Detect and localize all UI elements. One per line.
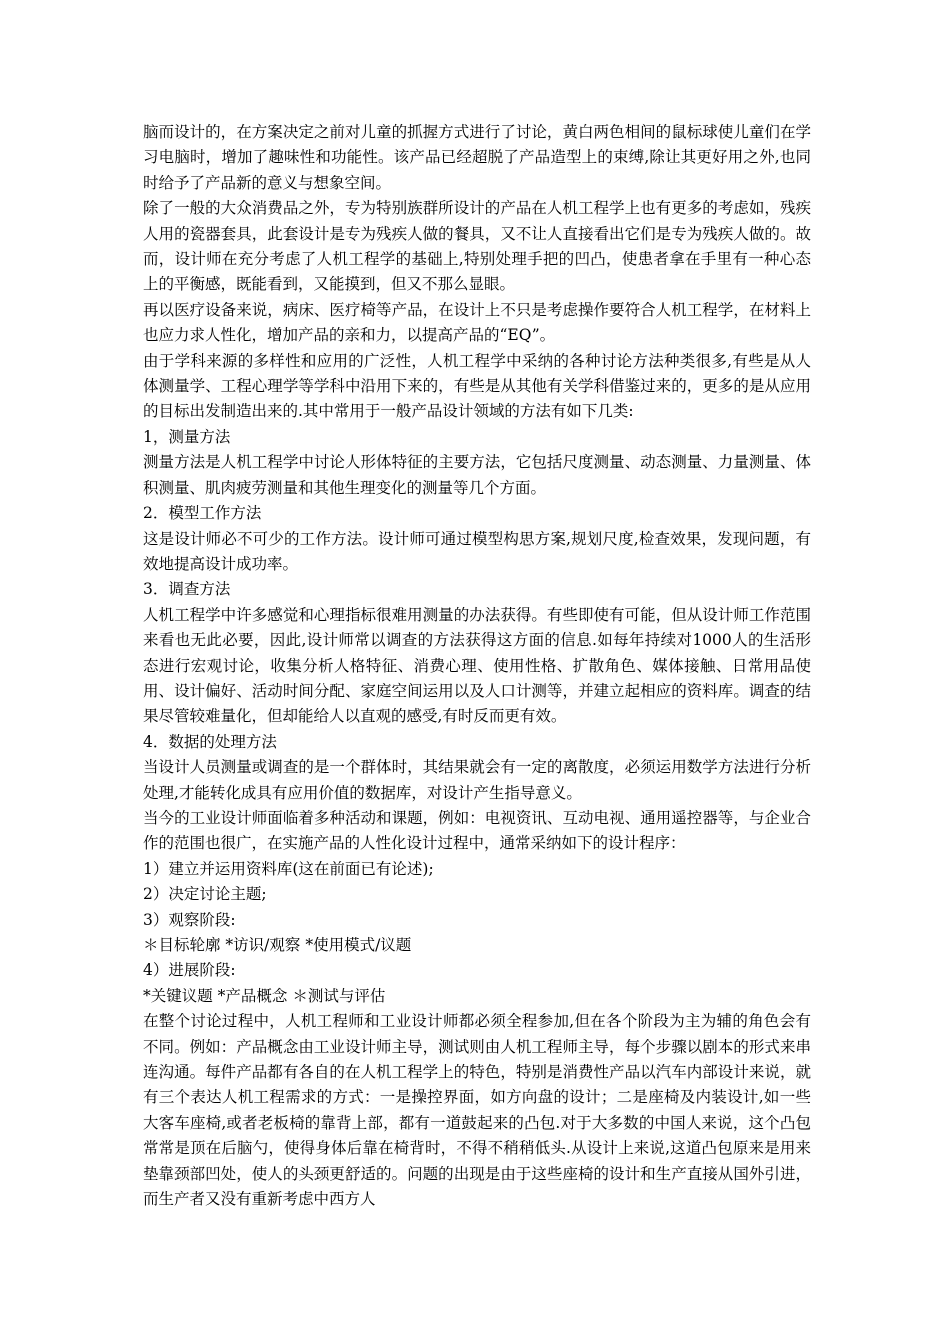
paragraph: 测量方法是人机工程学中讨论人形体特征的主要方法，它包括尺度测量、动态测量、力量测量、体积测量、肌肉疲劳测量和其他生理变化的测量等几个方面。 [143, 453, 811, 497]
paragraph: 在整个讨论过程中，人机工程师和工业设计师都必须全程参加,但在各个阶段为主为辅的角色会有不同。例如：产品概念由工业设计师主导，测试则由人机工程师主导，每个步骤以剧本的形式来串连沟通。每件产品都有各自的在人机工程学上的特色，特别是消费性产品以汽车内部设计来说，就有三个表达人机工程需求的方式：一是操控界面，如方向盘的设计；二是座椅及内装设计,如一些大客车座椅,或者老板椅的靠背上部，都有一道鼓起来的凸包.对于大多数的中国人来说，这个凸包常常是顶在后脑勺，使得身体后靠在椅背时，不得不稍稍低头.从设计上来说,这道凸包原来是用来垫靠颈部凹处，使人的头颈更舒适的。问题的出现是由于这些座椅的设计和生产直接从国外引进，而生产者又没有重新考虑中西方人 [143, 1012, 811, 1209]
paragraph: 人机工程学中许多感觉和心理指标很难用测量的办法获得。有些即使有可能，但从设计师工作范围来看也无此必要，因此,设计师常以调查的方法获得这方面的信息.如每年持续对1000人的生活形态进行宏观讨论，收集分析人格特征、消费心理、使用性格、扩散角色、媒体接触、日常用品使用、设计偏好、活动时间分配、家庭空间运用以及人口计测等，并建立起相应的资料库。调查的结果尽管较难量化，但却能给人以直观的感受,有时反而更有效。 [143, 605, 811, 726]
list-sub-item: *关键议题 *产品概念 ＊测试与评估 [143, 986, 386, 1005]
list-item: 3）观察阶段: [143, 910, 236, 929]
list-sub-item: ＊目标轮廓 *访识/观察 *使用模式/议题 [143, 936, 412, 954]
section-heading: 2．模型工作方法 [143, 504, 262, 523]
list-item: 2）决定讨论主题; [143, 885, 267, 904]
paragraph: 脑而设计的，在方案决定之前对儿童的抓握方式进行了讨论，黄白两色相间的鼠标球使儿童们在学习电脑时，增加了趣味性和功能性。该产品已经超脱了产品造型上的束缚,除让其更好用之外,也同时给予了产品新的意义与想象空间。 [143, 123, 811, 192]
list-item: 1）建立并运用资料库(这在前面已有论述); [143, 859, 434, 878]
paragraph: 除了一般的大众消费品之外，专为特别族群所设计的产品在人机工程学上也有更多的考虑如，残疾人用的瓷器套具，此套设计是专为残疾人做的餐具，又不让人直接看出它们是专为残疾人做的。故而，设计师在充分考虑了人机工程学的基础上,特别处理手把的凹凸，使患者拿在手里有一种心态上的平衡感，既能看到，又能摸到，但又不那么显眼。 [143, 199, 811, 294]
paragraph: 这是设计师必不可少的工作方法。设计师可通过模型构思方案,规划尺度,检查效果，发现问题，有效地提高设计成功率。 [143, 529, 811, 573]
paragraph: 当设计人员测量或调查的是一个群体时，其结果就会有一定的离散度，必须运用数学方法进行分析处理,才能转化成具有应用价值的数据库，对设计产生指导意义。 [143, 758, 811, 802]
document-body [143, 120, 811, 1212]
paragraph: 当今的工业设计师面临着多种活动和课题，例如：电视资讯、互动电视、通用遥控器等，与企业合作的范围也很广，在实施产品的人性化设计过程中，通常采纳如下的设计程序： [143, 808, 811, 853]
paragraph: 由于学科来源的多样性和应用的广泛性，人机工程学中采纳的各种讨论方法种类很多,有些是从人体测量学、工程心理学等学科中沿用下来的，有些是从其他有关学科借鉴过来的，更多的是从应用的目标出发制造出来的.其中常用于一般产品设计领域的方法有如下几类: [143, 351, 811, 421]
list-item: 4）进展阶段: [143, 961, 236, 980]
paragraph: 再以医疗设备来说，病床、医疗椅等产品，在设计上不只是考虑操作要符合人机工程学，在材料上也应力求人性化，增加产品的亲和力，以提高产品的“EQ”。 [143, 300, 811, 345]
section-heading: 1，测量方法 [143, 427, 231, 446]
section-heading: 4．数据的处理方法 [143, 732, 277, 751]
section-heading: 3．调查方法 [143, 580, 231, 599]
